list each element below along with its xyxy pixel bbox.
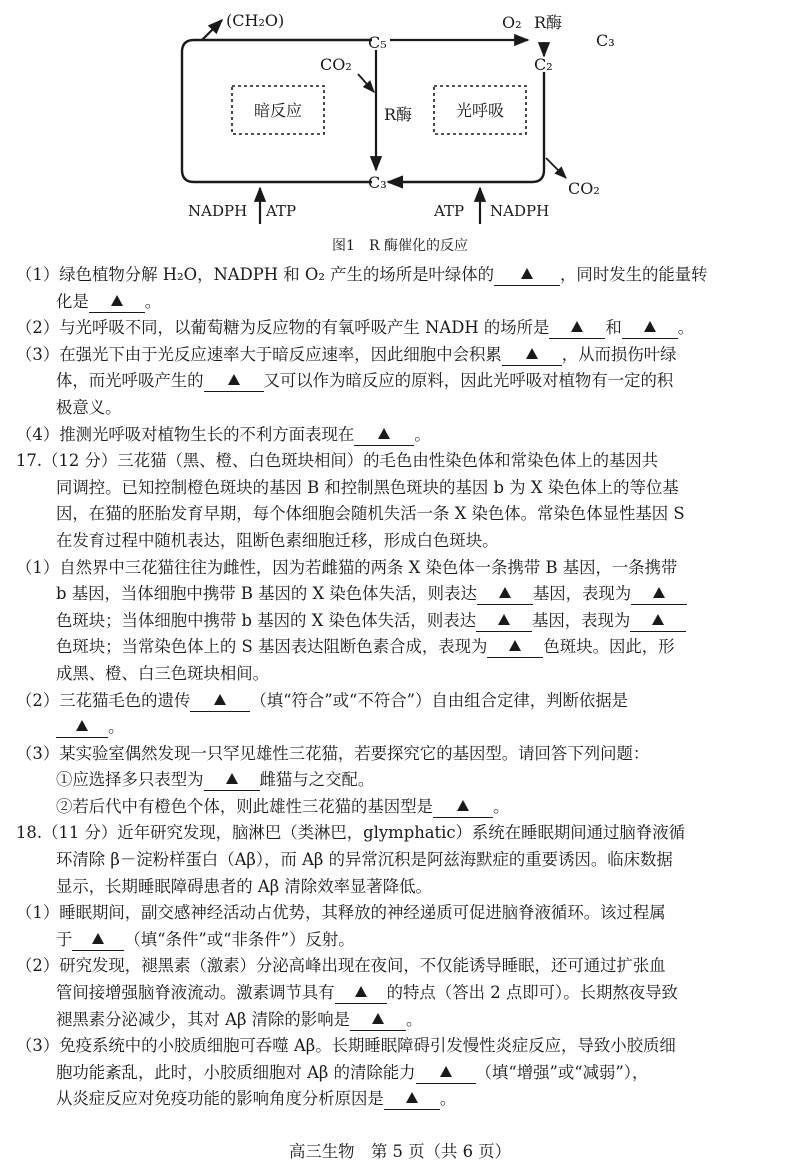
q16-2: （2）与光呼吸不同，以葡萄糖为反应物的有氧呼吸产生 NADH 的场所是 和 。 <box>16 318 695 338</box>
questions <box>16 262 786 1113</box>
q16-3-line1: （3）在强光下由于光反应速率大于暗反应速率，因此细胞中会积累 ，从而损伤叶绿 <box>16 344 677 364</box>
answer-blank[interactable] <box>204 770 260 791</box>
figure-r-enzyme-diagram <box>150 2 650 260</box>
q16-3-line2: 体，而光呼吸产生的 又可以作为暗反应的原料，因此光呼吸对植物有一定的积 <box>56 371 674 391</box>
q17-1-line1: （1）自然界中三花猫往往为雌性，因为若雌猫的两条 X 染色体一条携带 B 基因，一条携带 <box>16 557 678 577</box>
arrow-to-ch2o <box>202 20 222 40</box>
answer-blank[interactable] <box>476 611 532 632</box>
q17-stem-line4: 在发育过程中随机表达，阻断色素细胞迁移，形成白色斑块。 <box>56 530 499 550</box>
triangle-icon <box>509 640 521 651</box>
label-c5: C₅ <box>368 33 387 52</box>
page-footer <box>0 1138 800 1162</box>
label-co2-out: CO₂ <box>568 179 600 198</box>
q17-stem-line2: 同调控。已知控制橙色斑块的基因 B 和控制黑色斑块的基因 b 为 X 染色体上的等位基 <box>56 477 679 497</box>
triangle-icon <box>214 694 226 705</box>
q18-2-line3: 褪黑素分泌减少，其对 Aβ 清除的影响是 。 <box>56 1009 423 1029</box>
label-atp-right: ATP <box>434 202 465 220</box>
triangle-icon <box>457 800 469 811</box>
answer-blank[interactable] <box>494 265 560 286</box>
answer-blank[interactable] <box>630 611 686 632</box>
triangle-icon <box>226 773 238 784</box>
label-c3-bottom: C₃ <box>368 173 387 192</box>
answer-blank[interactable] <box>549 318 605 339</box>
arrow-co2-out <box>546 158 566 178</box>
triangle-icon <box>228 374 240 385</box>
arrow-c2-loop <box>388 72 544 182</box>
answer-blank[interactable] <box>354 425 414 446</box>
q16-4: （4）推测光呼吸对植物生长的不利方面表现在 。 <box>16 424 431 444</box>
answer-blank[interactable] <box>631 584 687 605</box>
answer-blank[interactable] <box>433 797 493 818</box>
triangle-icon <box>440 1066 452 1077</box>
q18-stem-line2: 环清除 β－淀粉样蛋白（Aβ），而 Aβ 的异常沉积是阿兹海默症的重要诱因。临床数据 <box>56 850 673 870</box>
arrow-co2-in <box>358 74 374 92</box>
q17-1-line2: b 基因，当体细胞中携带 B 基因的 X 染色体失活，则表达 基因，表现为 <box>16 581 786 608</box>
q17-3-line2: ①应选择多只表型为 雌猫与之交配。 <box>56 770 375 790</box>
q17-1-line4: 色斑块；当常染色体上的 S 基因表达阻断色素合成，表现为 色斑块。因此，形 <box>56 637 675 657</box>
answer-blank[interactable] <box>89 292 145 313</box>
q17-2-line1: （2）三花猫毛色的遗传 （填“符合”或“不符合”）自由组合定律，判断依据是 <box>16 690 629 710</box>
triangle-icon <box>372 1013 384 1024</box>
q17-2-line2: 。 <box>16 714 786 741</box>
answer-blank[interactable] <box>56 717 108 738</box>
q18-2-line2: 管间接增强脑脊液流动。激素调节具有 的特点（答出 2 点即可）。长期熬夜导致 <box>56 983 678 1003</box>
label-atp-left: ATP <box>266 202 297 220</box>
q18-stem-line3: 显示，长期睡眠障碍患者的 Aβ 清除效率显著降低。 <box>56 876 432 896</box>
answer-blank[interactable] <box>335 983 387 1004</box>
triangle-icon <box>653 587 665 598</box>
triangle-icon <box>355 986 367 997</box>
answer-blank[interactable] <box>190 691 250 712</box>
figure-caption: 图1 R 酶催化的反应 <box>332 238 468 254</box>
q17-stem-line1: 17.（12 分）三花猫（黑、橙、白色斑块相间）的毛色由性染色体和常染色体上的基因共 <box>16 451 659 471</box>
q17-1-line5: 成黑、橙、白三色斑块相间。 <box>56 663 270 683</box>
answer-blank[interactable] <box>350 1010 406 1031</box>
q17-3-line1: （3）某实验室偶然发现一只罕见雄性三花猫，若要探究它的基因型。请回答下列问题： <box>16 743 650 763</box>
answer-blank[interactable] <box>204 371 264 392</box>
label-nadph-right: NADPH <box>490 202 550 220</box>
label-co2-in: CO₂ <box>320 55 352 74</box>
label-nadph-left: NADPH <box>188 202 248 220</box>
label-photorespiration: 光呼吸 <box>455 101 505 120</box>
answer-blank[interactable] <box>487 637 543 658</box>
triangle-icon <box>92 933 104 944</box>
q18-2-line1: （2）研究发现，褪黑素（激素）分泌高峰出现在夜间，不仅能诱导睡眠，还可通过扩张血 <box>16 956 666 976</box>
triangle-icon <box>111 295 123 306</box>
triangle-icon <box>499 587 511 598</box>
q16-1-line1: （1）绿色植物分解 H₂O，NADPH 和 O₂ 产生的场所是叶绿体的 ，同时发生的能量转 <box>16 265 708 284</box>
q17-stem-line3: 因，在猫的胚胎发育早期，每个体细胞会随机失活一条 X 染色体。常染色体显性基因 S <box>56 504 685 524</box>
answer-blank[interactable] <box>622 318 678 339</box>
label-c3-top: C₃ <box>596 31 615 50</box>
answer-blank[interactable] <box>477 584 533 605</box>
triangle-icon <box>652 614 664 625</box>
triangle-icon <box>526 348 538 359</box>
triangle-icon <box>378 428 390 439</box>
label-ch2o: (CH₂O) <box>226 11 285 30</box>
answer-blank[interactable] <box>72 930 124 951</box>
label-o2: O₂ <box>502 13 522 32</box>
q17-3-line3: ②若后代中有橙色个体，则此雄性三花猫的基因型是 。 <box>56 796 510 816</box>
triangle-icon <box>498 614 510 625</box>
answer-blank[interactable] <box>416 1063 476 1084</box>
triangle-icon <box>406 1092 418 1103</box>
page-number: 高三生物 第 5 页（共 6 页） <box>289 1142 511 1161</box>
label-c2: C₂ <box>534 55 553 74</box>
q16-3-line3: 极意义。 <box>56 397 122 417</box>
triangle-icon <box>76 720 88 731</box>
label-r-enzyme-top: R酶 <box>534 13 563 32</box>
q18-3-line3: 从炎症反应对免疫功能的影响角度分析原因是 。 <box>56 1089 457 1109</box>
label-r-enzyme-mid: R酶 <box>384 105 413 124</box>
q18-1-line2: 于 （填“条件”或“非条件”）反射。 <box>56 929 355 949</box>
triangle-icon <box>644 321 656 332</box>
answer-blank[interactable] <box>384 1089 440 1110</box>
triangle-icon <box>571 321 583 332</box>
triangle-icon <box>521 268 533 279</box>
q17-1-line3: 色斑块；当体细胞中携带 b 基因的 X 染色体失活，则表达 基因，表现为 <box>16 608 786 635</box>
answer-blank[interactable] <box>502 345 562 366</box>
label-dark-reaction: 暗反应 <box>253 101 303 120</box>
q16-1-line2: 化是 。 <box>56 291 162 311</box>
q18-stem-line1: 18.（11 分）近年研究发现，脑淋巴（类淋巴，glymphatic）系统在睡眠期间通过脑脊液循 <box>16 823 685 843</box>
q18-1-line1: （1）睡眠期间，副交感神经活动占优势，其释放的神经递质可促进脑脊液循环。该过程属 <box>16 903 666 923</box>
q18-3-line2: 胞功能紊乱，此时，小胶质细胞对 Aβ 的清除能力 （填“增强”或“减弱”）， <box>56 1062 649 1082</box>
q18-3-line1: （3）免疫系统中的小胶质细胞可吞噬 Aβ。长期睡眠障碍引发慢性炎症反应，导致小胶质细 <box>16 1036 676 1056</box>
